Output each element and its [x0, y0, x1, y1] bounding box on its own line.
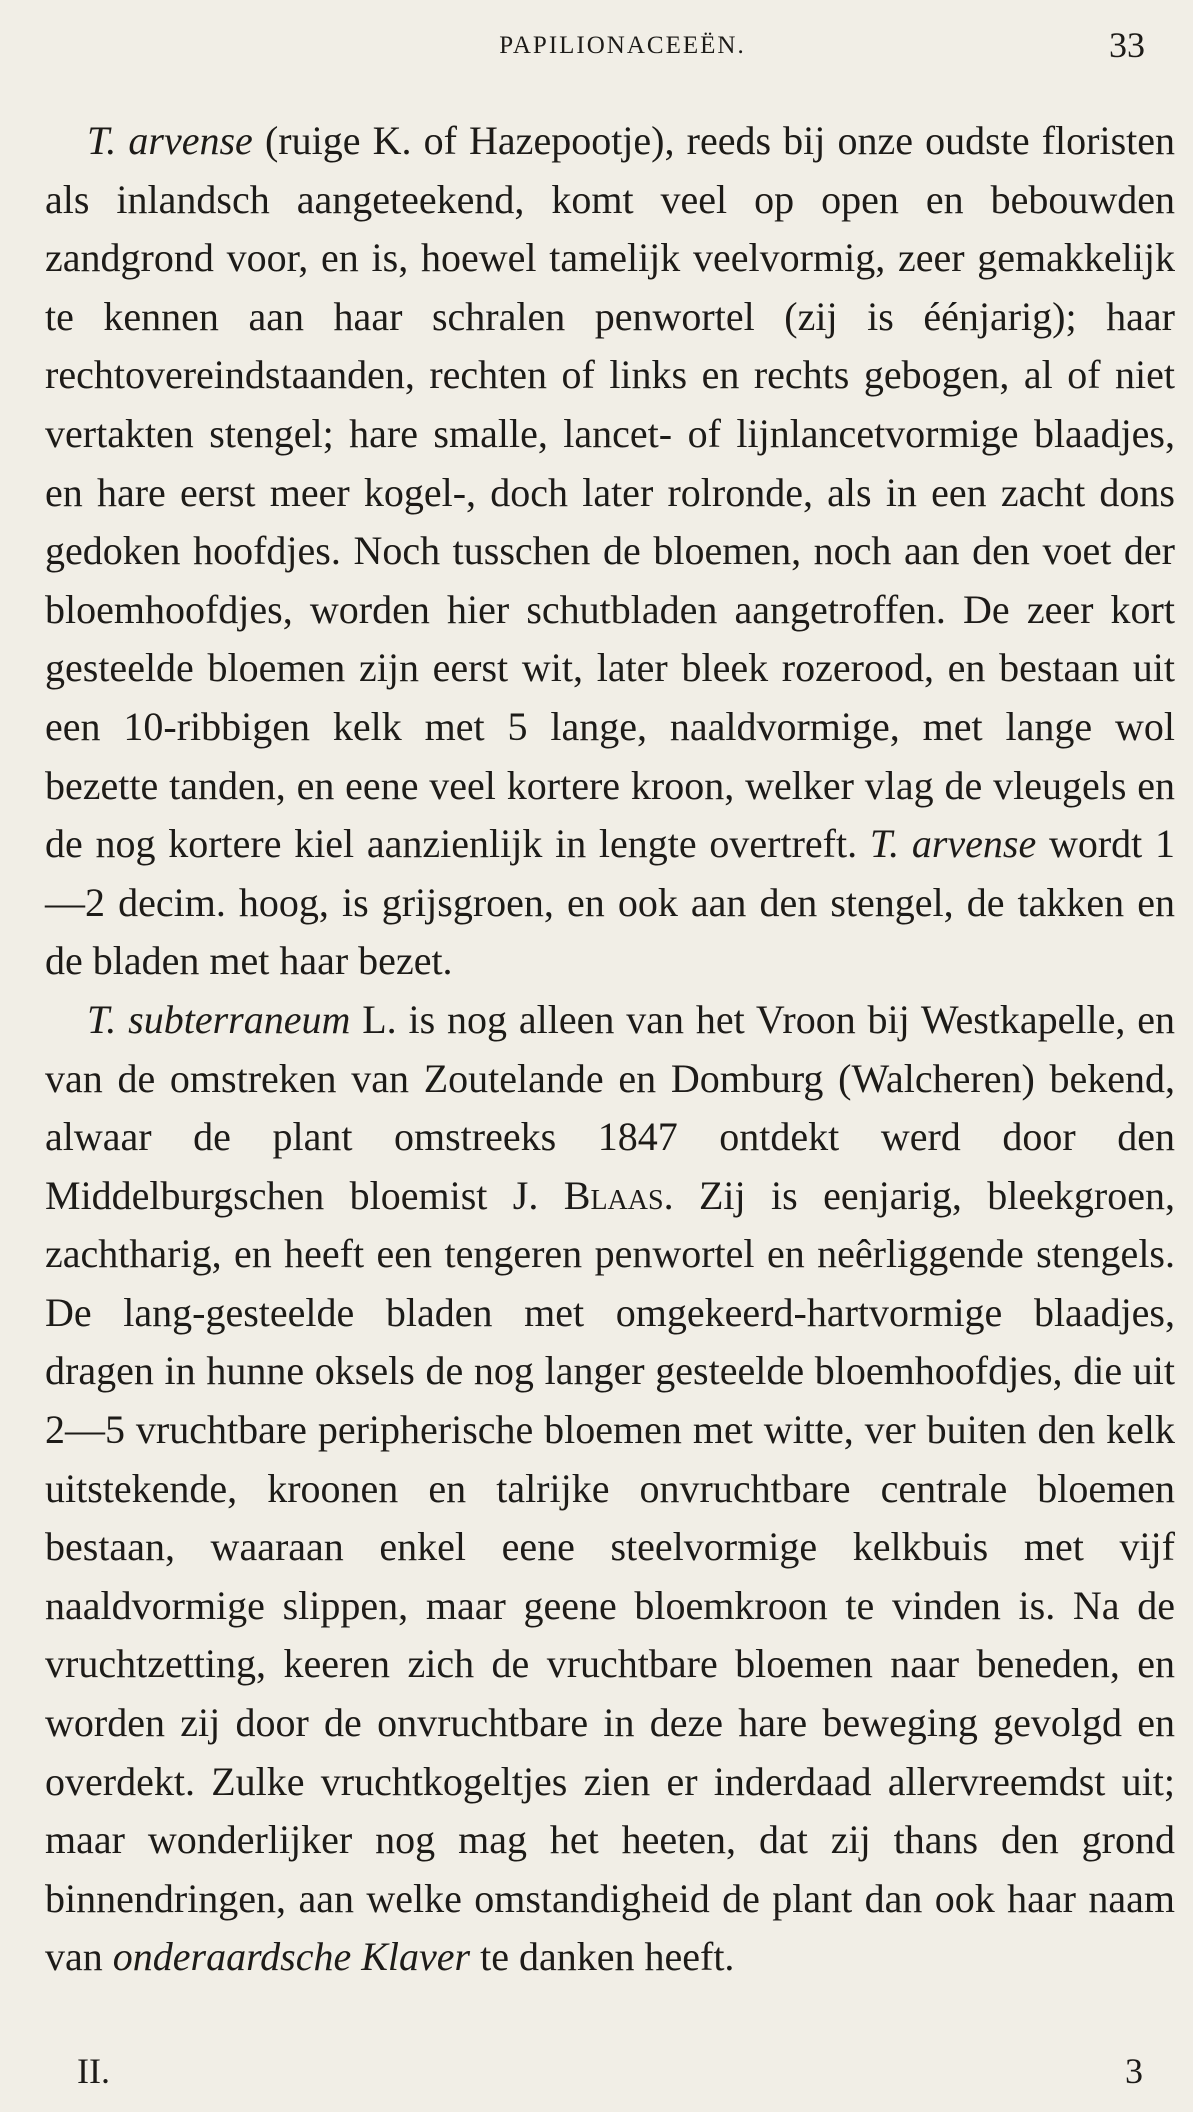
text-run: te danken heeft. — [470, 1934, 735, 1980]
paragraph-arvense — [45, 112, 1175, 991]
species-name-subterraneum: T. subterraneum — [87, 996, 351, 1042]
species-name-arvense: T. arvense — [87, 118, 253, 163]
species-name-arvense-2: T. arvense — [869, 821, 1037, 867]
paragraph-subterraneum — [45, 991, 1175, 1987]
signature-mark: II. — [77, 2051, 110, 2091]
text-run: (ruige K. of Hazepootje), reeds bij onze oudste floristen als inlandsch aangeteekend, komt veel op open en bebouwden zandgrond voor, en is, hoewel tamelijk veelvormig, zeer gemakkelijk te kennen aan haar schralen penwortel (zij is éénjarig); haar rechtovereindstaanden, rechten of links en rechts gebogen, al of niet vertakten stengel; hare smalle, lancet- of lijnlancetvormige blaadjes, en hare eerst meer kogel-, doch later rolronde, als in een zacht dons gedoken hoofdjes. Noch tusschen de bloemen, noch aan den voet der bloemhoofdjes, worden hier schutbladen aangetroffen. De zeer kort gesteelde bloemen zijn eerst wit, later bleek rozerood, en bestaan uit een 10-ribbigen kelk met 5 lange, naaldvormige, met lange wol bezette tanden, en eene veel kortere kroon, welker vlag de vleugels en de nog kortere kiel aanzienlijk in lengte overtreft. — [45, 118, 1176, 867]
text-run: L. is nog alleen van het Vroon bij Westkapelle, en van de omstreken van Zoutelande en Domburg (Walcheren) bekend, alwaar de plant omstreeks 1847 ontdekt werd door den Middelburgschen bloemist J. — [45, 996, 1176, 1218]
person-name-blaas: Blaas — [563, 1172, 664, 1218]
page-header — [90, 24, 1155, 74]
gathering-number: 3 — [1125, 2051, 1143, 2091]
running-title: PAPILIONACEEËN. — [499, 32, 746, 59]
page-footer — [45, 2050, 1153, 2100]
body-text — [45, 112, 1175, 1987]
common-name-onderaardsche-klaver: onderaardsche Klaver — [112, 1934, 471, 1980]
page-number: 33 — [1109, 25, 1145, 65]
text-run: . Zij is eenjarig, bleekgroen, zachtharig, en heeft een tengeren penwortel en neêrliggende stengels. De lang-gesteelde bladen met omgekeerd-hartvormige blaadjes, dragen in hunne oksels de nog langer gesteelde bloemhoofdjes, die uit 2—5 vruchtbare peripherische bloemen met witte, ver buiten den kelk uitstekende, kroonen en talrijke onvruchtbare centrale bloemen bestaan, waaraan enkel eene steelvormige kelkbuis met vijf naaldvormige slippen, maar geene bloemkroon te vinden is. Na de vruchtzetting, keeren zich de vruchtbare bloemen naar beneden, en worden zij door de onvruchtbare in deze hare beweging gevolgd en overdekt. Zulke vruchtkogeltjes zien er inderdaad allervreemdst uit; maar wonderlijker nog mag het heeten, dat zij thans den grond binnendringen, aan welke omstandigheid de plant dan ook haar naam van — [45, 1172, 1176, 1980]
text-run: wordt 1—2 decim. hoog, is grijsgroen, en ook aan den stengel, de takken en de bladen met haar bezet. — [45, 821, 1176, 984]
